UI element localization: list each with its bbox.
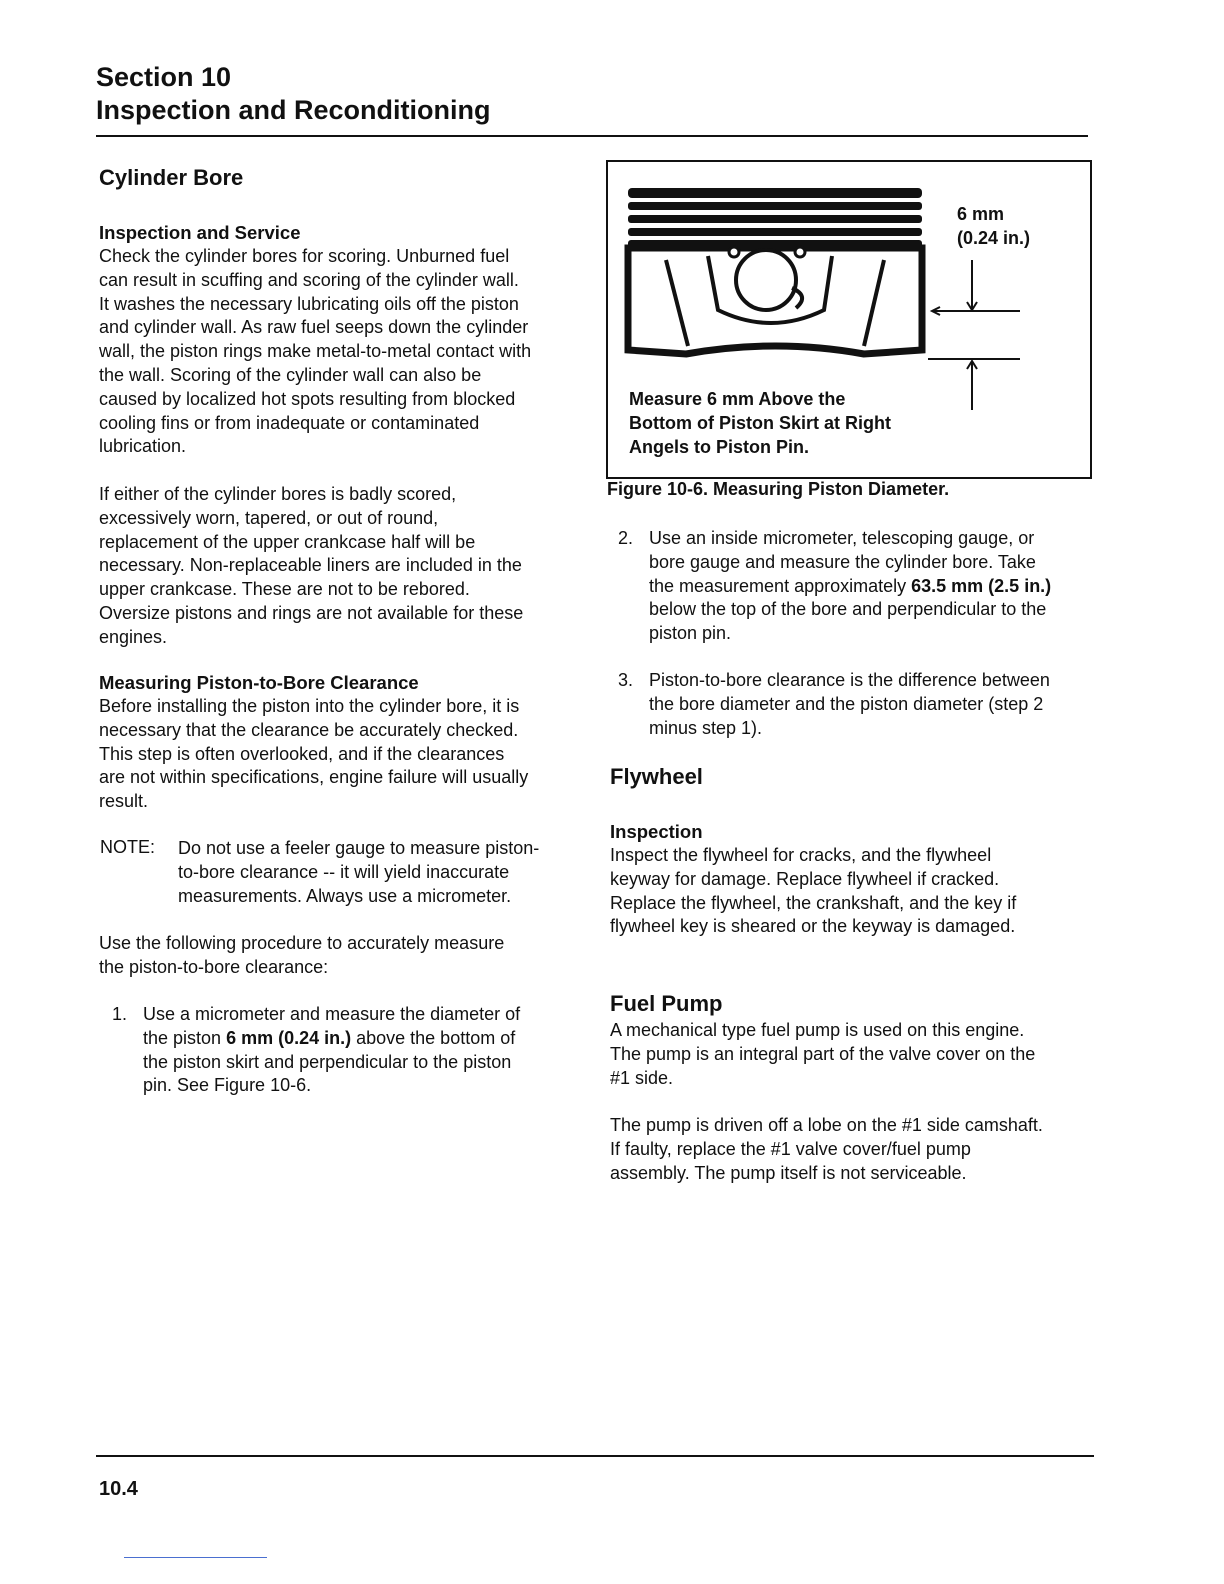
inspection-paragraph: Check the cylinder bores for scoring. Unburned fuel can result in scuffing and scoring of the cylinder wall. It washes the necessary lubricating oils off the piston and cylinder wall. As raw fuel seeps down the cylinder wall, the piston rings make metal-to-metal contact with the wall. Scoring of the cylinder wall can also be caused by localized hot spots resulting from blocked cooling fins or from inadequate or contaminated lubrication. — [99, 246, 532, 457]
footer-rule — [96, 1455, 1094, 1457]
step-1-number: 1. — [112, 1004, 128, 1024]
clearance-heading: Measuring Piston-to-Bore Clearance — [99, 672, 419, 693]
inspection-service-heading: Inspection and Service — [99, 222, 301, 243]
step-1-text: Use a micrometer and measure the diameter of the piston 6 mm (0.24 in.) above the bottom of the piston skirt and perpendicular to the piston pin. See Figure 10-6. — [143, 1004, 521, 1096]
figure-title: Figure 10-6. Measuring Piston Diameter. — [607, 479, 950, 499]
note-text: Do not use a feeler gauge to measure piston- to-bore clearance -- it will yield inaccurate measurements. Always use a micrometer. — [178, 838, 540, 906]
footer-link-underline — [124, 1557, 267, 1558]
fuel-pump-paragraph-1: A mechanical type fuel pump is used on this engine. The pump is an integral part of the valve cover on the #1 side. — [610, 1020, 1036, 1088]
page-number: 10.4 — [99, 1478, 138, 1500]
step-2-text: Use an inside micrometer, telescoping gauge, or bore gauge and measure the cylinder bore. Take the measurement approximately 63.5 mm (2.5 in.) below the top of the bore and perpendicular to the piston pin. — [649, 528, 1052, 644]
procedure-intro: Use the following procedure to accurately measure the piston-to-bore clearance: — [99, 933, 505, 977]
flywheel-heading: Flywheel — [610, 764, 703, 789]
clearance-paragraph: Before installing the piston into the cylinder bore, it is necessary that the clearance be accurately checked. This step is often overlooked, and if the clearances are not within specifications, engine failure will usually result. — [99, 696, 529, 812]
section-number: Section 10 — [96, 62, 232, 92]
note-label: NOTE: — [100, 837, 156, 857]
flywheel-inspection-heading: Inspection — [610, 821, 703, 842]
step-2-number: 2. — [618, 528, 634, 548]
fuel-pump-heading: Fuel Pump — [610, 991, 723, 1016]
scored-bores-paragraph: If either of the cylinder bores is badly scored, excessively worn, tapered, or out of round, replacement of the upper crankcase half will be necessary. Non-replaceable liners are included in the upper crankcase. These are not to be rebored. Oversize pistons and rings are not available for these engines. — [99, 484, 524, 647]
header-rule — [96, 135, 1088, 137]
step-3-text: Piston-to-bore clearance is the difference between the bore diameter and the piston diameter (step 2 minus step 1). — [649, 670, 1050, 738]
figure-inner-caption: Measure 6 mm Above the Bottom of Piston Skirt at Right Angels to Piston Pin. — [629, 389, 891, 457]
page-title: Inspection and Reconditioning — [96, 95, 491, 125]
cylinder-bore-heading: Cylinder Bore — [99, 165, 244, 190]
flywheel-paragraph: Inspect the flywheel for cracks, and the flywheel keyway for damage. Replace flywheel if cracked. Replace the flywheel, the crankshaft, and the key if flywheel key is sheared or the keyway is damaged. — [610, 845, 1017, 937]
figure-dimension-label: 6 mm (0.24 in.) — [957, 204, 1031, 248]
fuel-pump-paragraph-2: The pump is driven off a lobe on the #1 side camshaft. If faulty, replace the #1 valve cover/fuel pump assembly. The pump itself is not serviceable. — [610, 1115, 1043, 1183]
step-3-number: 3. — [618, 670, 634, 690]
